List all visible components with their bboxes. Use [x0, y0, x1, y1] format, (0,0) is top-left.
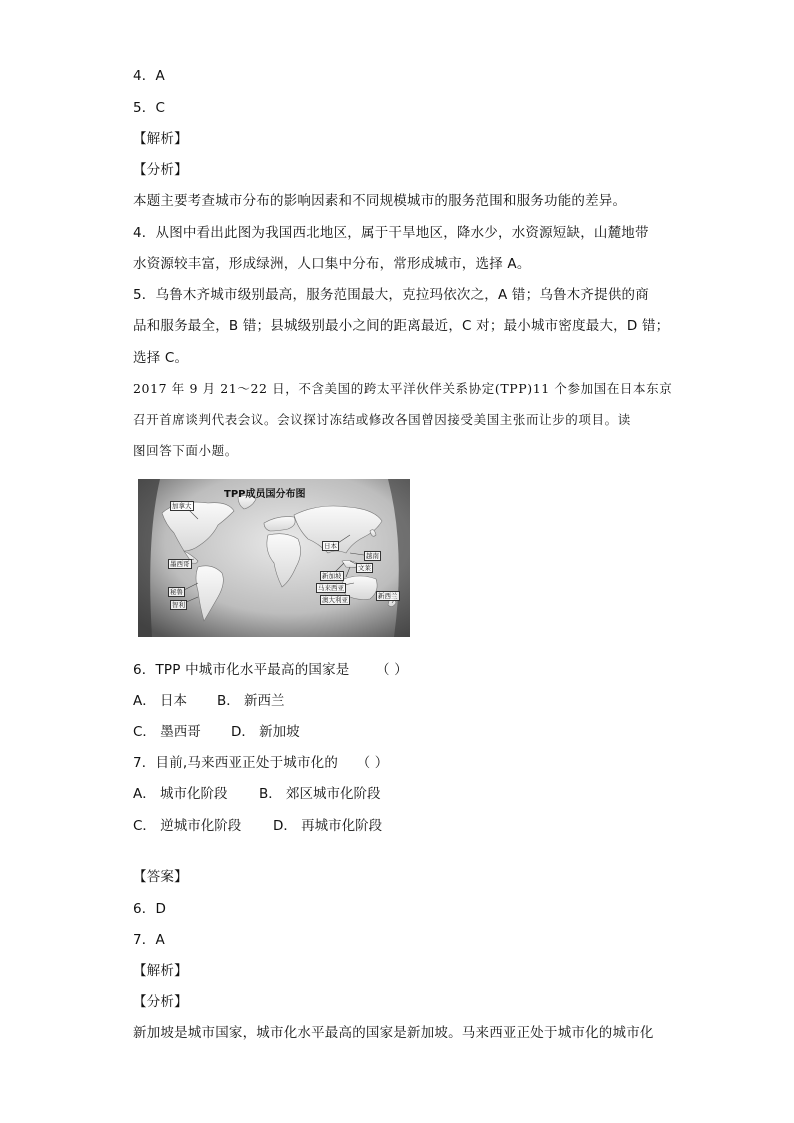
- q7-option-c: C． 逆城市化阶段: [133, 818, 242, 834]
- explain-4-line-1: 4．从图中看出此图为我国西北地区，属于干旱地区，降水少，水资源短缺，山麓地带: [133, 225, 649, 241]
- q6-stem-text: 6．TPP 中城市化水平最高的国家是: [133, 662, 350, 678]
- explain-5-line-3: 选择 C。: [133, 350, 189, 366]
- q7-stem-text: 7．目前,马来西亚正处于城市化的: [133, 755, 339, 771]
- map-label-canada: 加拿大: [172, 502, 192, 510]
- q6-option-c: C． 墨西哥: [133, 724, 201, 740]
- tpp-map: [138, 479, 410, 637]
- heading-fenxi-2: 【分析】: [133, 994, 188, 1010]
- explain-5-line-1: 5．乌鲁木齐城市级别最高，服务范围最大，克拉玛依次之，A 错；乌鲁木齐提供的商: [133, 287, 649, 303]
- q7-option-a: A． 城市化阶段: [133, 786, 228, 802]
- answer-7: 7．A: [133, 932, 165, 948]
- q7-bracket: （ ）: [356, 755, 389, 771]
- q6-option-b: B． 新西兰: [217, 693, 285, 709]
- map-label-vietnam: 越南: [366, 552, 379, 560]
- explain-4-line-2: 水资源较丰富，形成绿洲，人口集中分布，常形成城市，选择 A。: [133, 256, 531, 272]
- q6-stem: [133, 661, 408, 679]
- q7-option-d: D． 再城市化阶段: [273, 818, 383, 834]
- q6-option-a: A． 日本: [133, 693, 188, 709]
- analysis-text: 本题主要考查城市分布的影响因素和不同规模城市的服务范围和服务功能的差异。: [133, 193, 627, 209]
- passage-line-1: 2017 年 9 月 21～22 日，不含美国的跨太平洋伙伴关系协定(TPP)11 个参加国在日本东京: [133, 381, 673, 396]
- analysis-text-2: 新加坡是城市国家，城市化水平最高的国家是新加坡。马来西亚正处于城市化的城市化: [133, 1025, 654, 1041]
- heading-jiexi-2: 【解析】: [133, 963, 188, 979]
- q6-option-d: D． 新加坡: [231, 724, 300, 740]
- heading-answer: 【答案】: [133, 869, 188, 885]
- passage-line-3: 图回答下面小题。: [133, 443, 238, 458]
- map-label-brunei: 文莱: [358, 564, 371, 572]
- map-label-peru: 秘鲁: [170, 588, 183, 596]
- passage-line-2: 召开首席谈判代表会议。会议探讨冻结或修改各国曾因接受美国主张而让步的项目。读: [133, 412, 631, 427]
- map-label-malaysia: 马来西亚: [318, 584, 344, 592]
- answer-4: 4．A: [133, 68, 165, 84]
- explain-5-line-2: 品和服务最全，B 错；县城级别最小之间的距离最近，C 对；最小城市密度最大，D 错；: [133, 318, 670, 334]
- map-label-singapore: 新加坡: [322, 572, 342, 580]
- map-label-australia: 澳大利亚: [322, 596, 348, 604]
- heading-jiexi: 【解析】: [133, 131, 188, 147]
- map-label-mexico: 墨西哥: [170, 560, 190, 568]
- map-title: TPP成员国分布图: [224, 489, 306, 500]
- answer-5: 5．C: [133, 100, 166, 116]
- map-label-new-zealand: 新西兰: [378, 592, 398, 600]
- q7-option-b: B． 郊区城市化阶段: [259, 786, 381, 802]
- answer-6: 6．D: [133, 901, 167, 917]
- map-label-japan: 日本: [324, 542, 337, 550]
- q7-stem: [133, 754, 389, 772]
- q6-bracket: （ ）: [376, 662, 408, 678]
- map-label-chile: 智利: [172, 601, 185, 609]
- heading-fenxi: 【分析】: [133, 162, 188, 178]
